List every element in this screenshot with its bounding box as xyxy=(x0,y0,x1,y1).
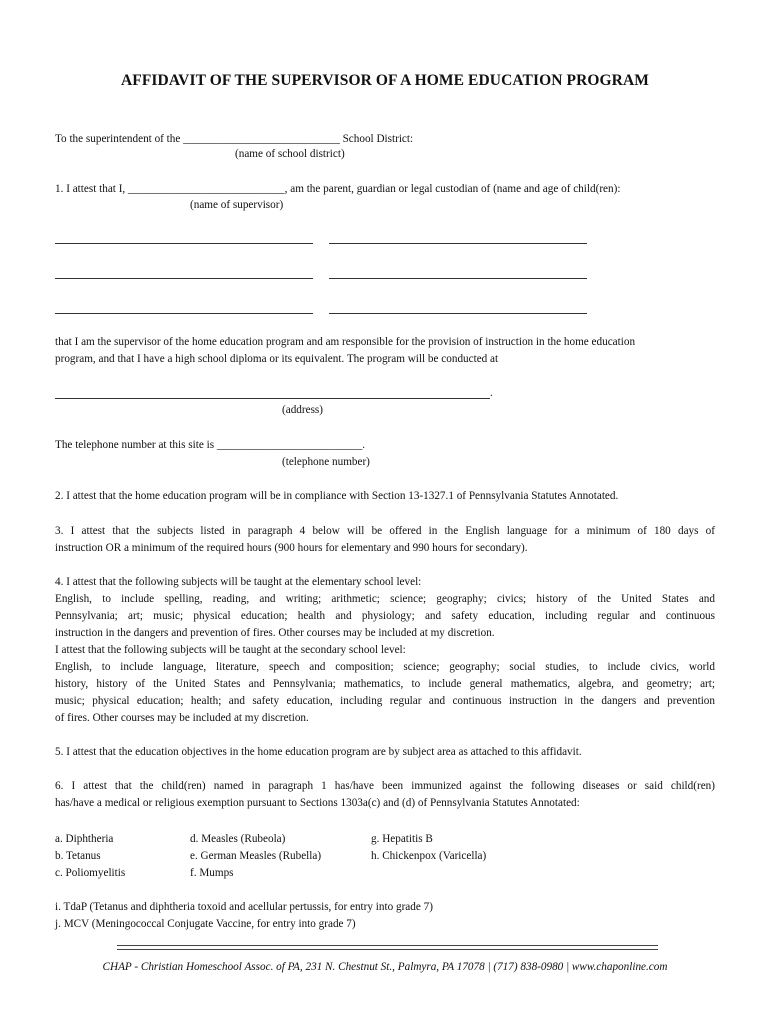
p4-line-4: instruction in the dangers and prevention of fires. Other courses may be included at my discretion. xyxy=(55,627,495,639)
disease-f: f. Mumps xyxy=(190,867,234,879)
p4-line-6: English, to include language, literature, speech and composition; science; geography; social studies, to include civics, world xyxy=(55,661,715,673)
school-district-blank[interactable]: ____________________________ xyxy=(183,133,340,145)
supervisor-caption: (name of supervisor) xyxy=(190,199,284,211)
phone-caption: (telephone number) xyxy=(282,456,370,468)
intro-suffix: School District: xyxy=(342,133,414,145)
p3-line-2: instruction OR a minimum of the required hours (900 hours for elementary and 990 hours for secondary). xyxy=(55,542,528,554)
address-blank[interactable] xyxy=(55,398,490,399)
p4-line-8: music; physical education; health; and safety education, including regular and continuous instruction in the dangers and prevention xyxy=(55,695,715,707)
vaccine-i: i. TdaP (Tetanus and diphtheria toxoid and acellular pertussis, for entry into grade 7) xyxy=(55,901,433,913)
school-district-caption: (name of school district) xyxy=(235,148,345,160)
child-blank-3b[interactable] xyxy=(329,313,587,314)
intro-line xyxy=(55,132,413,146)
child-blank-2a[interactable] xyxy=(55,278,313,279)
p3-line-1: 3. I attest that the subjects listed in paragraph 4 below will be offered in the English language for a minimum of 180 days of xyxy=(55,525,715,537)
child-blank-3a[interactable] xyxy=(55,313,313,314)
p1-continuation-2: program, and that I have a high school diploma or its equivalent. The program will be conducted at xyxy=(55,353,499,365)
child-blank-1b[interactable] xyxy=(329,243,587,244)
disease-c: c. Poliomyelitis xyxy=(55,867,126,879)
footer-text: CHAP - Christian Homeschool Assoc. of PA, 231 N. Chestnut St., Palmyra, PA 17078 | (717) 838-0980 | www.chaponline.com xyxy=(102,961,668,973)
disease-g: g. Hepatitis B xyxy=(371,833,433,845)
child-blank-1a[interactable] xyxy=(55,243,313,244)
p1-continuation-1: that I am the supervisor of the home education program and am responsible for the provision of instruction in the home education xyxy=(55,336,636,348)
disease-e: e. German Measles (Rubella) xyxy=(190,850,322,862)
p4-line-2: English, to include spelling, reading, and writing; arithmetic; science; geography; civics; history of the United States and xyxy=(55,593,715,605)
disease-d: d. Measles (Rubeola) xyxy=(190,833,286,845)
phone-line: The telephone number at this site is __________________________. xyxy=(55,439,366,451)
p6-line-2: has/have a medical or religious exemption pursuant to Sections 1303a(c) and (d) of Pennsylvania Statutes Annotated: xyxy=(55,797,580,809)
disease-a: a. Diphtheria xyxy=(55,833,114,845)
footer-divider xyxy=(117,945,658,950)
p4-line-3: Pennsylvania; art; music; physical education; health and physiology; and safety education, including regular and continuous xyxy=(55,610,715,622)
p4-line-7: history, history of the United States and Pennsylvania; mathematics, to include general mathematics, algebra, and geometry; art; xyxy=(55,678,715,690)
child-blank-2b[interactable] xyxy=(329,278,587,279)
p4-line-9: of fires. Other courses may be included at my discretion. xyxy=(55,712,309,724)
p1-line: 1. I attest that I, ____________________________, am the parent, guardian or legal custodian of (name and age of child(ren): xyxy=(55,183,621,195)
document-title: AFFIDAVIT OF THE SUPERVISOR OF A HOME EDUCATION PROGRAM xyxy=(121,72,649,89)
p2-text: 2. I attest that the home education program will be in compliance with Section 13-1327.1 of Pennsylvania Statutes Annotated. xyxy=(55,490,619,502)
vaccine-j: j. MCV (Meningococcal Conjugate Vaccine, for entry into grade 7) xyxy=(55,918,356,930)
disease-b: b. Tetanus xyxy=(55,850,101,862)
intro-prefix: To the superintendent of the xyxy=(55,133,181,145)
disease-h: h. Chickenpox (Varicella) xyxy=(371,850,487,862)
p6-line-1: 6. I attest that the child(ren) named in paragraph 1 has/have been immunized against the following diseases or said child(ren) xyxy=(55,780,715,792)
p4-line-1: 4. I attest that the following subjects will be taught at the elementary school level: xyxy=(55,576,422,588)
address-period: . xyxy=(490,387,493,399)
p4-line-5: I attest that the following subjects will be taught at the secondary school level: xyxy=(55,644,406,656)
address-caption: (address) xyxy=(282,404,324,416)
p5-text: 5. I attest that the education objectives in the home education program are by subject area as attached to this affidavit. xyxy=(55,746,582,758)
